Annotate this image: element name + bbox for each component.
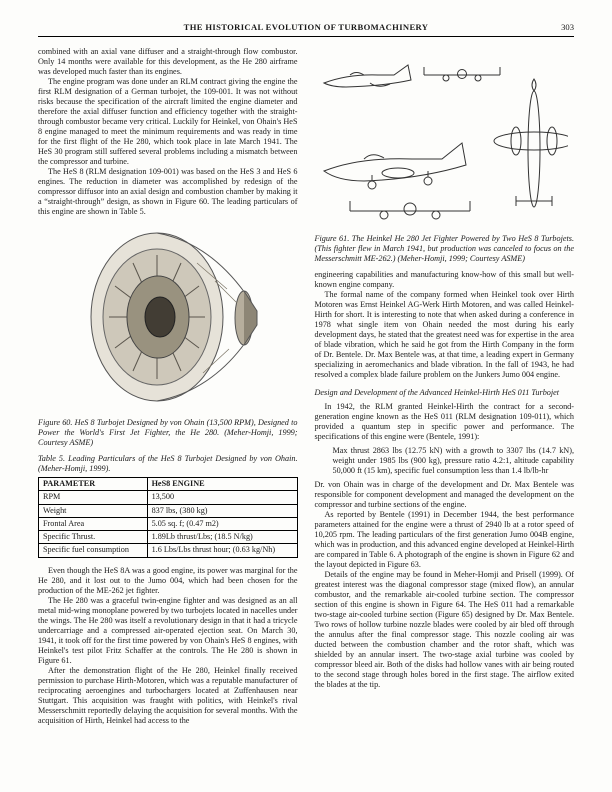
table-cell: Specific fuel consumption	[39, 544, 148, 557]
page-number: 303	[561, 22, 574, 32]
figure61-image	[315, 53, 575, 231]
paragraph: Dr. von Ohain was in charge of the development and Dr. Max Bentele was responsible for component development and managed the development on the compressor and turbine sections of the engine.	[314, 480, 574, 509]
table-cell: 1.6 Lbs/Lbs thrust hour; (0.63 kg/Nh)	[147, 544, 297, 557]
paragraph: engineering capabilities and manufacturing know-how of this small but well-known engine company.	[314, 270, 574, 289]
table5	[38, 477, 298, 558]
table-cell: Frontal Area	[39, 517, 148, 530]
two-column-body	[38, 47, 574, 726]
table5-header-engine: HeS8 ENGINE	[147, 478, 297, 491]
paragraph: Details of the engine may be found in Meher-Homji and Prisell (1999). Of greatest interest was the diagonal compressor stage (mixed flow), an annular combustor, and the remarkable air-cooled turbine section. The compressor section of this engine is shown in Figure 64. The HeS 011 had a remarkable two-stage air-cooled turbine section (Figure 65) designed by Dr. Max Bentele. Two rows of hollow turbine nozzle blades were cooled by air bled off through the annulus after the final compressor stage. This nozzle cooling air was ducted between the combustion chamber and the rotor shaft, which was shielded by an annular insert. The two-stage axial turbine was cooled by compressor bleed air. Both of the disks had hollow vanes with air being routed to the second stage through holes bored in the first stage. The airflow exited the blades at the tip.	[314, 570, 574, 689]
table-cell: RPM	[39, 491, 148, 504]
table-cell: 5.05 sq. f; (0.47 m2)	[147, 517, 297, 530]
paragraph: Even though the HeS 8A was a good engine, its power was marginal for the He 280, and it lost out to the Jumo 004, which had been chosen for the production of the ME-262 jet fighter.	[38, 565, 298, 595]
running-head: THE HISTORICAL EVOLUTION OF TURBOMACHINERY	[183, 22, 429, 32]
paragraph: The engine program was done under an RLM contract giving the engine the first RLM designation of a German turbojet, the 109-001. It was not without risks because the specification of the aircraft limited the engine diameter and therefore the axial diffuser function and efficiency together with the straight-through combustor became very critical. Luckily for Heinkel, von Ohain's HeS 8 engine managed to meet the minimum requirements and was ready in time for the first flight of the He 280, which took place in late March 1941. The HeS 30 program still suffered several problems including a mismatch between the compressor and turbine.	[38, 77, 298, 166]
figure60-image	[38, 223, 298, 415]
page-header	[38, 22, 574, 32]
aircraft-threeview-illustration	[320, 53, 568, 231]
paragraph: The formal name of the company formed when Heinkel took over Hirth Motoren was Ernst Heinkel AG-Werk Hirth Motoren, and was called Heinkel-Hirth for short. It is interesting to note that when asked during a conference in 1978 what single item von Ohain needed the most during his early development days, he stated that the greatest need was for expertise in the area of blade vibration, which he said he got from the Hirth Company in the form of Dr. Bentele. Dr. Max Bentele was, at that time, a leading expert in Germany specializing in aeromechanics and blade vibration. In the fall of 1943, he had resolved a complex blade failure problem on the Junkers Jumo 004 engine.	[314, 290, 574, 379]
header-rule	[38, 36, 574, 37]
table-cell: 13,500	[147, 491, 297, 504]
paragraph: The HeS 8 (RLM designation 109-001) was based on the HeS 3 and HeS 6 engines. The reduction in diameter was accomplished by redesign of the compressor diffusor into an axial design and combustion chamber by making it a “straight-through” design, as shown in Figure 60. The leading particulars of this engine are shown in Table 5.	[38, 167, 298, 216]
left-column	[38, 47, 298, 726]
section-heading: Design and Development of the Advanced Heinkel-Hirth HeS 011 Turbojet	[314, 388, 560, 397]
table-cell: 837 lbs, (380 kg)	[147, 504, 297, 517]
table-row	[39, 504, 298, 517]
table-cell: 1.89Lb thrust/Lbs; (18.5 N/kg)	[147, 531, 297, 544]
table5-caption: Table 5. Leading Particulars of the HeS 8 Turbojet Designed by von Ohain. (Meher-Homji, 1999).	[38, 454, 298, 473]
table-cell: Weight	[39, 504, 148, 517]
paragraph: As reported by Bentele (1991) in December 1944, the best performance parameters attained for the engine were a thrust of 2940 lb at a rotor speed of 10,205 rpm. The leading particulars of the first generation Jumo 004B engine, which was in production, and this advanced engine developed at Heinkel-Hirth are compared in Table 6. A photograph of the engine is shown in Figure 62 and the layout depicted in Figure 63.	[314, 510, 574, 569]
paragraph: combined with an axial vane diffuser and a straight-through flow combustor. Only 14 months were available for this development, as the He 280 airframe was developed much faster than its engines.	[38, 47, 298, 76]
paragraph: After the demonstration flight of the He 280, Heinkel finally received permission to purchase Hirth-Motoren, which was a reputable manufacturer of reciprocating aeroengines and turbochargers located at Zuffenhausen near Stuttgart. This acquisition was fraught with politics, with Heinkel's rival Messerschmitt reportedly delaying the acquisition for several months. With the acquisition of Hirth, Heinkel had access to the	[38, 665, 298, 725]
table-header-row	[39, 478, 298, 491]
table-row	[39, 531, 298, 544]
engine-cutaway-illustration	[77, 223, 259, 415]
paragraph: The He 280 was a graceful twin-engine fighter and was designed as an all metal mid-wing monoplane powered by two turbojets located in nacelles under the wings. The He 280 was itself a revolutionary design in that it had a tricycle undercarriage and a compressed air-operated ejection seat. On March 30, 1941, it took off for the first time powered by von Ohain's HeS 8 engines, with Heinkel's test pilot Fritz Schaffer at the controls. The He 280 is shown in Figure 61.	[38, 595, 298, 665]
right-column	[315, 47, 575, 726]
paragraph: In 1942, the RLM granted Heinkel-Hirth the contract for a second-generation engine known as the HeS 011 (RLM designation 109-011), which provided a quantum step in specific power and performance. The specifications of this engine were (Bentele, 1991):	[314, 402, 574, 441]
table5-header-parameter: PARAMETER	[39, 478, 148, 491]
table-cell: Specific Thrust.	[39, 531, 148, 544]
table-row	[39, 517, 298, 530]
spec-block: Max thrust 2863 lbs (12.75 kN) with a growth to 3307 lbs (14.7 kN), weight under 1985 lbs (900 kg), pressure ratio 4.2:1, altitude capability 50,000 ft (15 km), specific fuel consumption less than 1.4 lb/lb-hr	[332, 446, 574, 475]
table-row	[39, 491, 298, 504]
figure61-caption: Figure 61. The Heinkel He 280 Jet Fighter Powered by Two HeS 8 Turbojets. (This fighter flew in March 1941, but production was canceled to focus on the Messerschmitt ME-262.) (Meher-Homji, 1999; Courtesy ASME)	[314, 234, 574, 263]
figure60-caption: Figure 60. HeS 8 Turbojet Designed by von Ohain (13,500 RPM), Designed to Power the World's First Jet Fighter, the He 280. (Meher-Homji, 1999; Courtesy ASME)	[38, 418, 298, 447]
table-row	[39, 544, 298, 557]
